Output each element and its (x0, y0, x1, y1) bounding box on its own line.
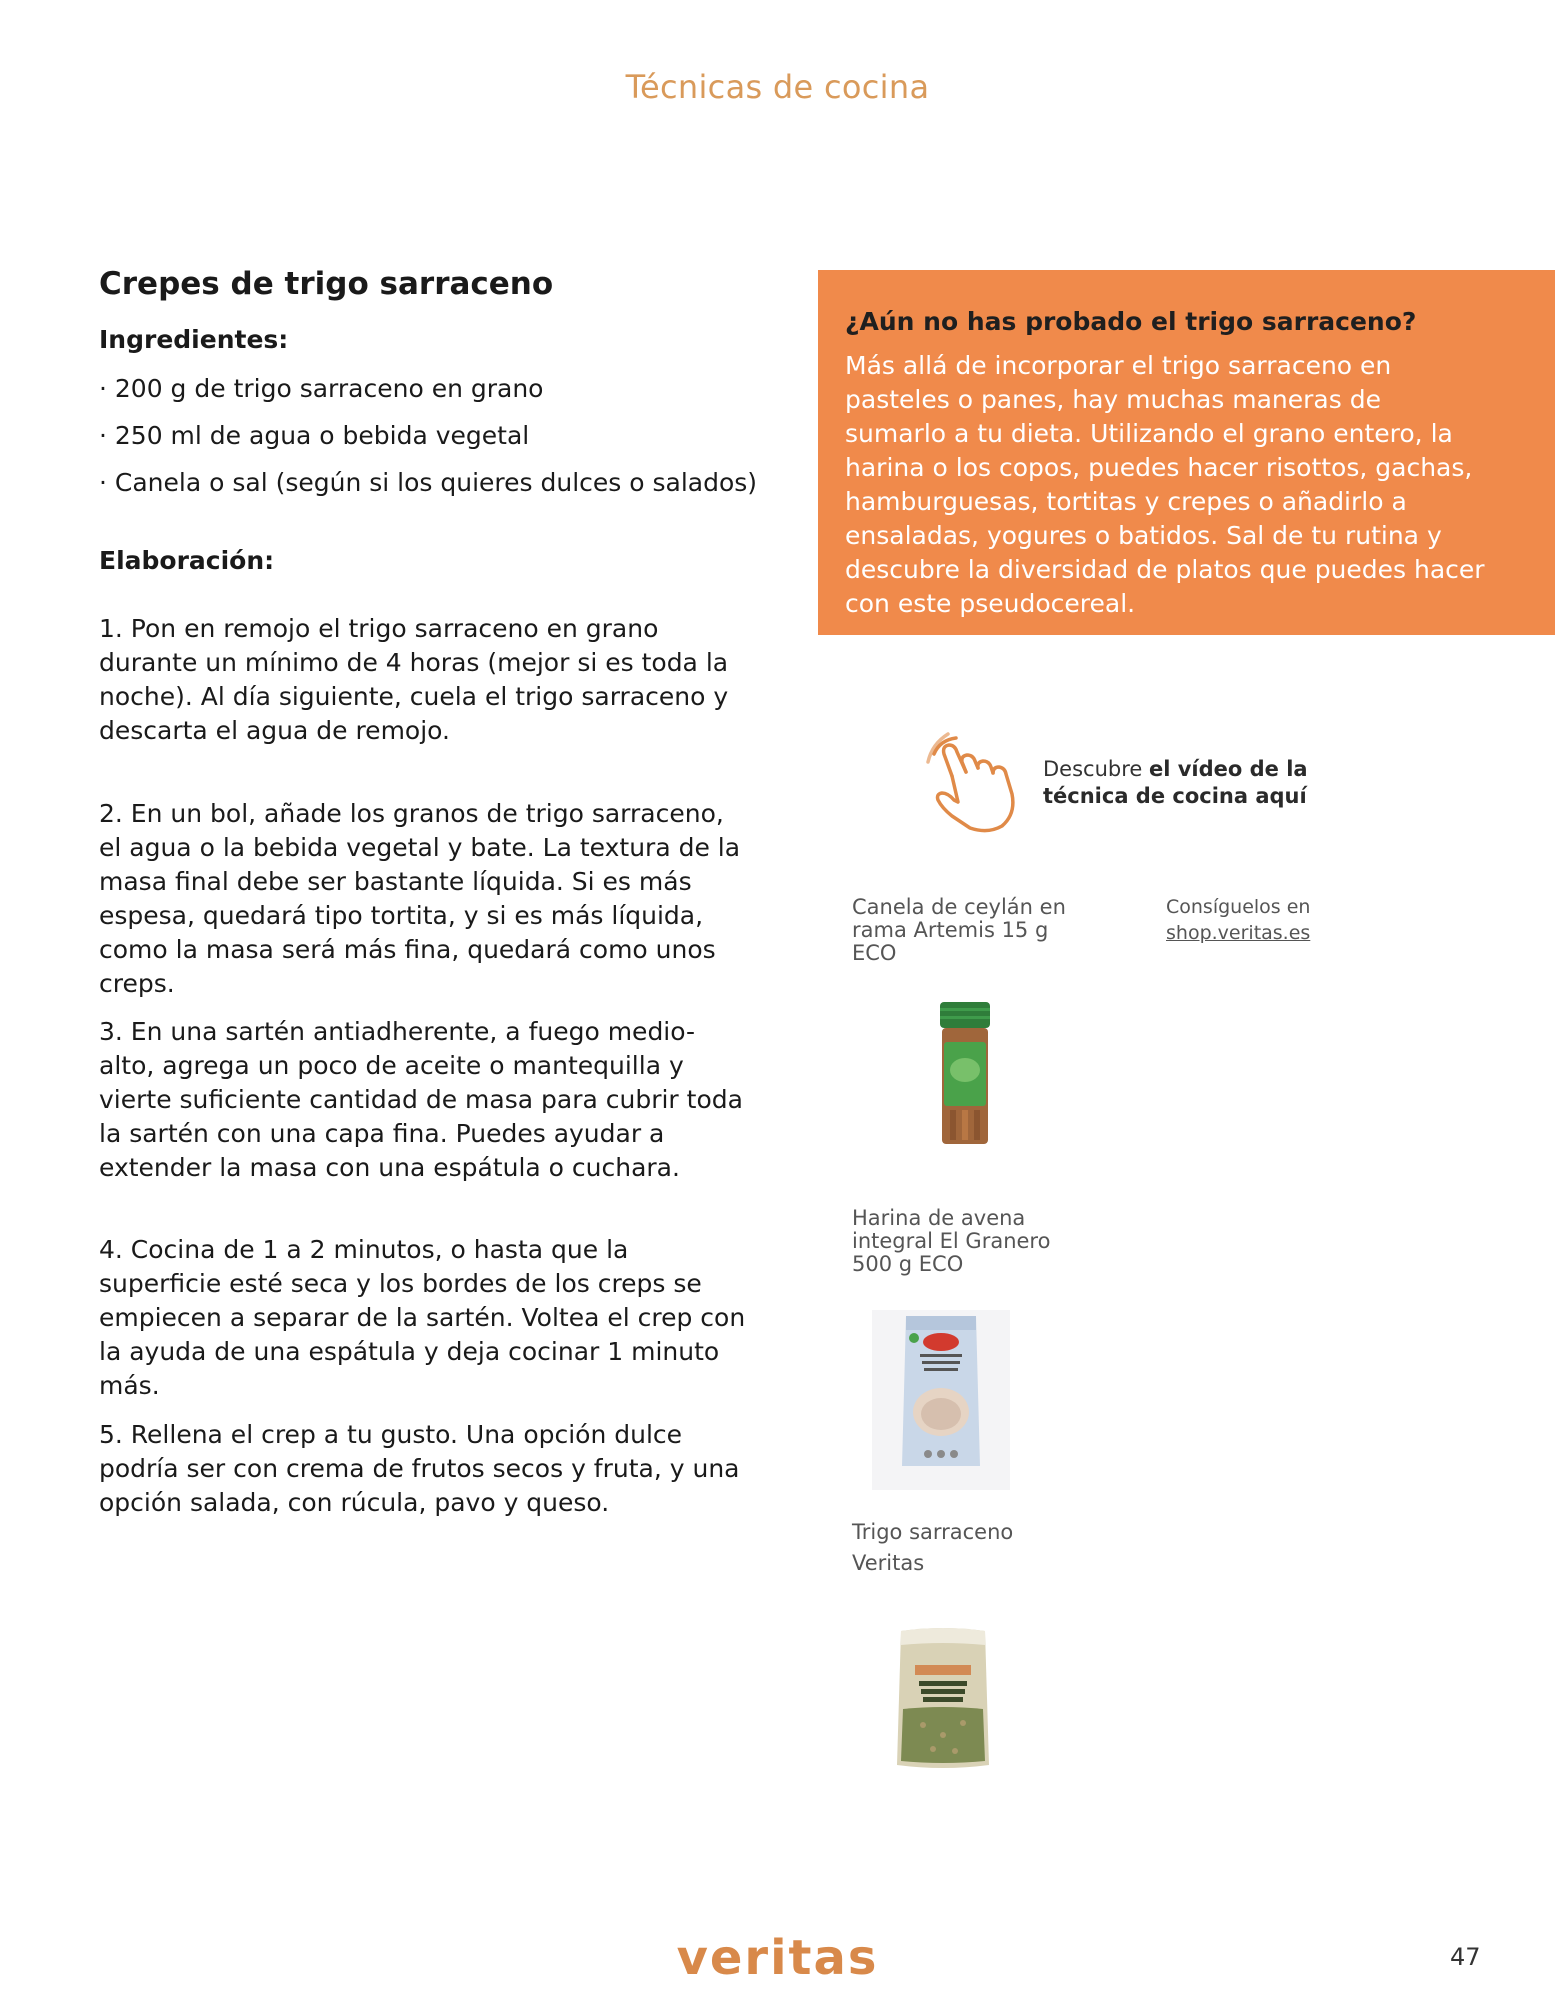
video-link-text[interactable] (1043, 756, 1308, 810)
video-text-prefix: Descubre (1043, 757, 1149, 781)
ingredient-item: · 250 ml de agua o bebida vegetal (99, 421, 530, 450)
recipe-step-4: 4. Cocina de 1 a 2 minutos, o hasta que la superficie esté seca y los bordes de los creps se empiecen a separar de la sartén. Voltea el crep con la ayuda de una espátula y deja cocinar 1 minuto más. (99, 1235, 746, 1400)
recipe-step-2: 2. En un bol, añade los granos de trigo sarraceno, el agua o la bebida vegetal y bate. La textura de la masa final debe ser bastante líquida. Si es más espesa, quedará tipo tortita, y si es más líquida, como la masa será más fina, quedará como unos creps. (99, 799, 741, 998)
oat-flour-bag-image[interactable] (872, 1310, 1010, 1490)
cinnamon-jar-image[interactable] (930, 998, 1000, 1150)
tip-box-title: ¿Aún no has probado el trigo sarraceno? (845, 307, 1417, 336)
pointing-hand-icon[interactable] (924, 732, 1028, 836)
recipe-step-1: 1. Pon en remojo el trigo sarraceno en grano durante un mínimo de 4 horas (mejor si es toda la noche). Al día siguiente, cuela el trigo sarraceno y descarta el agua de remojo. (99, 614, 729, 745)
product-name-cinnamon: Canela de ceylán en rama Artemis 15 g ECO (852, 895, 1066, 965)
video-text-bold-2: técnica de cocina aquí (1043, 784, 1307, 808)
section-title: Técnicas de cocina (625, 68, 930, 106)
tip-box-text: Más allá de incorporar el trigo sarraceno en pasteles o panes, hay muchas maneras de sumarlo a tu dieta. Utilizando el grano entero, la harina o los copos, puedes hacer risottos, gachas, hamburguesas, tortitas y crepes o añadirlo a ensaladas, yogures o batidos. Sal de tu rutina y descubre la diversidad de platos que puedes hacer con este pseudocereal. (845, 351, 1485, 618)
video-text-bold-1: el vídeo de la (1148, 757, 1308, 781)
shop-link[interactable]: shop.veritas.es (1166, 922, 1311, 944)
veritas-logo: veritas (676, 1930, 879, 1986)
ingredients-heading: Ingredientes: (99, 325, 289, 354)
elaboration-heading: Elaboración: (99, 546, 275, 575)
recipe-title: Crepes de trigo sarraceno (99, 266, 554, 302)
buckwheat-bag-image[interactable] (893, 1625, 993, 1771)
ingredient-item: · Canela o sal (según si los quieres dulces o salados) (99, 468, 758, 497)
page-number: 47 (1450, 1943, 1481, 1971)
ingredients-list (99, 365, 757, 506)
shop-label: Consíguelos en (1166, 896, 1311, 918)
product-name-oat-flour: Harina de avena integral El Granero 500 g ECO (852, 1206, 1051, 1276)
recipe-step-5: 5. Rellena el crep a tu gusto. Una opción dulce podría ser con crema de frutos secos y fruta, y una opción salada, con rúcula, pavo y queso. (99, 1420, 740, 1517)
shop-link-block (1166, 894, 1310, 946)
product-name-buckwheat: Trigo sarraceno Veritas (852, 1520, 1014, 1575)
ingredient-item: · 200 g de trigo sarraceno en grano (99, 374, 544, 403)
recipe-step-3: 3. En una sartén antiadherente, a fuego medio-alto, agrega un poco de aceite o mantequilla y vierte suficiente cantidad de masa para cubrir toda la sartén con una capa fina. Puedes ayudar a extender la masa con una espátula o cuchara. (99, 1017, 743, 1182)
